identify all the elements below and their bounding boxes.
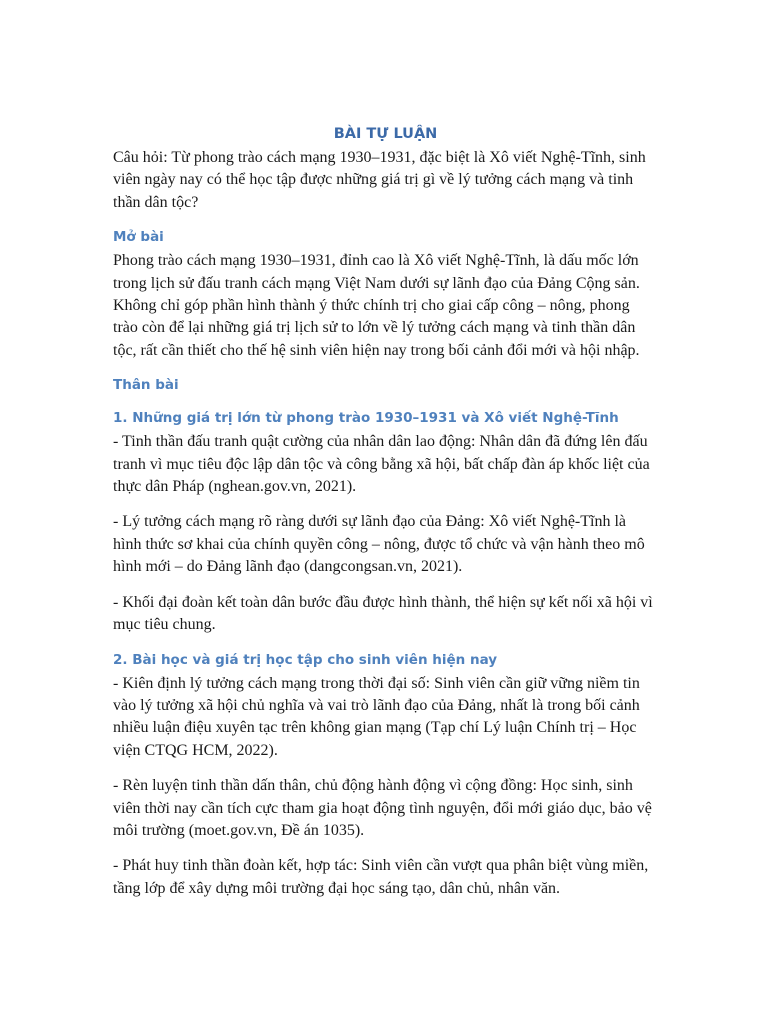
section1-point: - Lý tưởng cách mạng rõ ràng dưới sự lãnh đạo của Đảng: Xô viết Nghệ-Tĩnh là hình thức sơ khai của chính quyền công – nông, được tổ chức và vận hành theo mô hình mới – do Đảng lãnh đạo (dangcongsan.vn, 2021).	[113, 513, 645, 576]
section1-heading: 1. Những giá trị lớn từ phong trào 1930–1931 và Xô viết Nghệ-Tĩnh	[113, 410, 619, 427]
section2-point: - Phát huy tinh thần đoàn kết, hợp tác: Sinh viên cần vượt qua phân biệt vùng miền, tầng lớp để xây dựng môi trường đại học sáng tạo, dân chủ, nhân văn.	[113, 857, 649, 897]
section2-heading: 2. Bài học và giá trị học tập cho sinh viên hiện nay	[113, 651, 498, 668]
document-page	[113, 124, 658, 900]
section1-point: - Khối đại đoàn kết toàn dân bước đầu được hình thành, thể hiện sự kết nối xã hội vì mục tiêu chung.	[113, 593, 653, 634]
question-paragraph: Câu hỏi: Từ phong trào cách mạng 1930–1931, đặc biệt là Xô viết Nghệ-Tĩnh, sinh viên ngày nay có thể học tập được những giá trị gì về lý tưởng cách mạng và tinh thần dân tộc?	[113, 149, 646, 211]
section2-point: - Kiên định lý tưởng cách mạng trong thời đại số: Sinh viên cần giữ vững niềm tin vào lý tưởng xã hội chủ nghĩa và vai trò lãnh đạo của Đảng, nhất là trong bối cảnh nhiều luận điệu xuyên tạc trên không gian mạng (Tạp chí Lý luận Chính trị – Học viện CTQG HCM, 2022).	[113, 674, 640, 759]
document-title: BÀI TỰ LUẬN	[333, 126, 438, 142]
body-heading: Thân bài	[113, 377, 179, 394]
intro-paragraph: Phong trào cách mạng 1930–1931, đỉnh cao là Xô viết Nghệ-Tĩnh, là dấu mốc lớn trong lịch sử đấu tranh cách mạng Việt Nam dưới sự lãnh đạo của Đảng Cộng sản. Không chỉ góp phần hình thành ý thức chính trị cho giai cấp công – nông, phong trào còn để lại những giá trị lịch sử to lớn về lý tưởng cách mạng và tinh thần dân tộc, rất cần thiết cho thế hệ sinh viên hiện nay trong bối cảnh đổi mới và hội nhập.	[113, 252, 640, 359]
section1-point: - Tinh thần đấu tranh quật cường của nhân dân lao động: Nhân dân đã đứng lên đấu tranh vì mục tiêu độc lập dân tộc và công bằng xã hội, bất chấp đàn áp khốc liệt của thực dân Pháp (nghean.gov.vn, 2021).	[113, 433, 650, 496]
intro-heading: Mở bài	[113, 229, 164, 246]
section2-point: - Rèn luyện tinh thần dấn thân, chủ động hành động vì cộng đồng: Học sinh, sinh viên thời nay cần tích cực tham gia hoạt động tình nguyện, đổi mới giáo dục, bảo vệ môi trường (moet.gov.vn, Đề án 1035).	[113, 777, 652, 839]
